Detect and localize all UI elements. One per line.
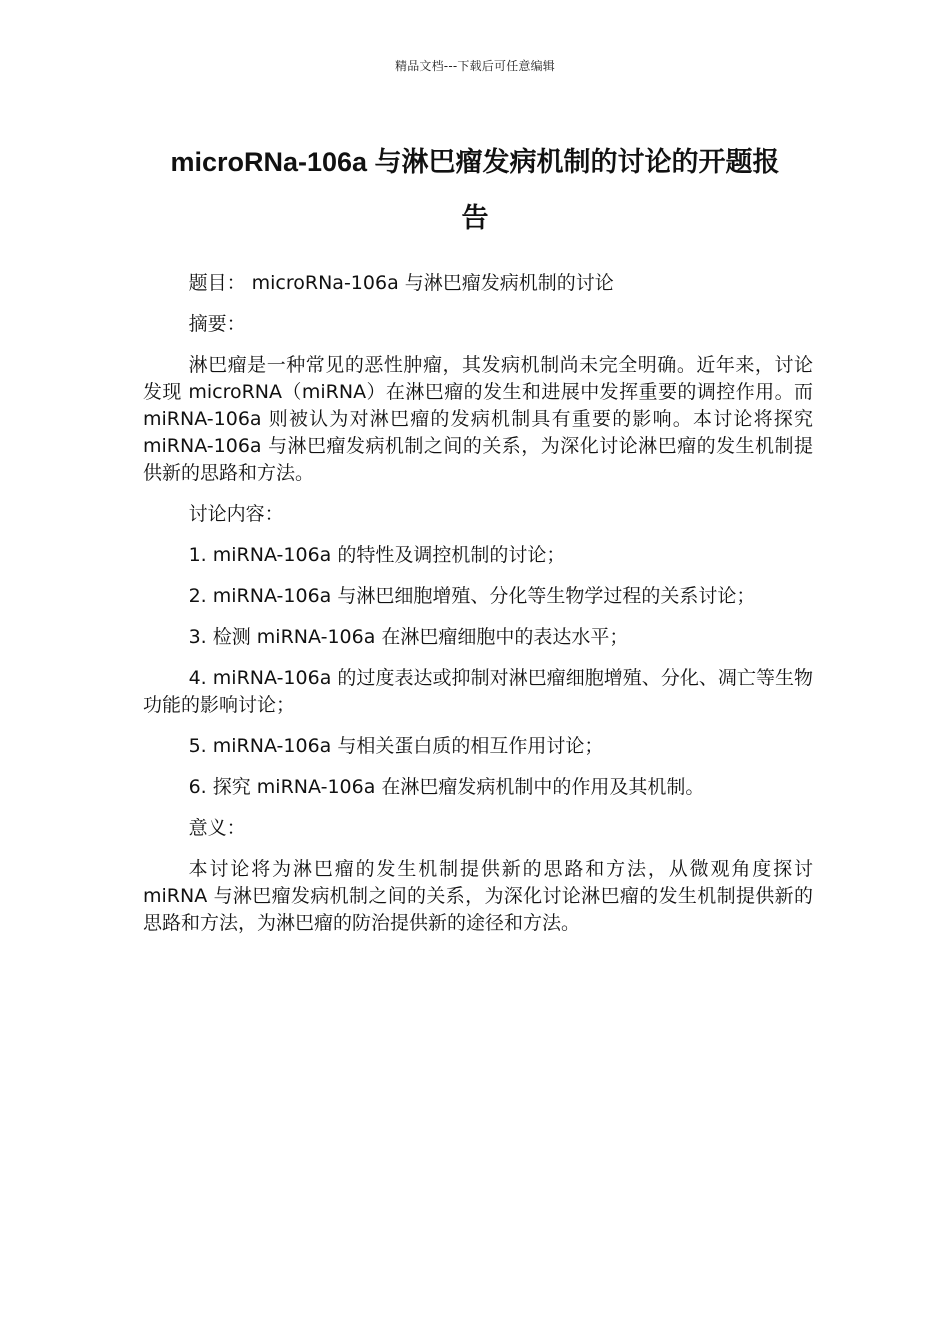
content-item-4: 4. miRNA-106a 的过度表达或抑制对淋巴瘤细胞增殖、分化、凋亡等生物功能的影响讨论； xyxy=(143,667,813,716)
content-item-5: 5. miRNA-106a 与相关蛋白质的相互作用讨论； xyxy=(188,735,604,757)
abstract-label: 摘要： xyxy=(188,313,246,335)
topic-line: 题目： microRNa-106a 与淋巴瘤发病机制的讨论 xyxy=(188,272,614,294)
header-note: 精品文档---下载后可任意编辑 xyxy=(395,59,555,73)
content-item-2: 2. miRNA-106a 与淋巴细胞增殖、分化等生物学过程的关系讨论； xyxy=(188,585,756,607)
content-item-3: 3. 检测 miRNA-106a 在淋巴瘤细胞中的表达水平； xyxy=(188,626,629,648)
significance-label: 意义： xyxy=(188,817,246,839)
document-title xyxy=(140,134,810,246)
document-body xyxy=(143,270,813,951)
content-item-1: 1. miRNA-106a 的特性及调控机制的讨论； xyxy=(188,544,566,566)
significance-paragraph: 本讨论将为淋巴瘤的发生机制提供新的思路和方法，从微观角度探讨 miRNA 与淋巴瘤发病机制之间的关系，为深化讨论淋巴瘤的发生机制提供新的思路和方法，为淋巴瘤的防治提供新的途径和方法。 xyxy=(143,858,813,934)
content-label: 讨论内容： xyxy=(188,503,284,525)
title-line-1: microRNa-106a 与淋巴瘤发病机制的讨论的开题报 xyxy=(170,147,780,177)
content-item-6: 6. 探究 miRNA-106a 在淋巴瘤发病机制中的作用及其机制。 xyxy=(188,776,705,798)
title-line-2: 告 xyxy=(461,203,489,233)
abstract-paragraph: 淋巴瘤是一种常见的恶性肿瘤，其发病机制尚未完全明确。近年来，讨论发现 microRNA（miRNA）在淋巴瘤的发生和进展中发挥重要的调控作用。而 miRNA-106a 则被认为对淋巴瘤的发病机制具有重要的影响。本讨论将探究 miRNA-106a 与淋巴瘤发病机制之间的关系，为深化讨论淋巴瘤的发生机制提供新的思路和方法。 xyxy=(143,354,813,484)
